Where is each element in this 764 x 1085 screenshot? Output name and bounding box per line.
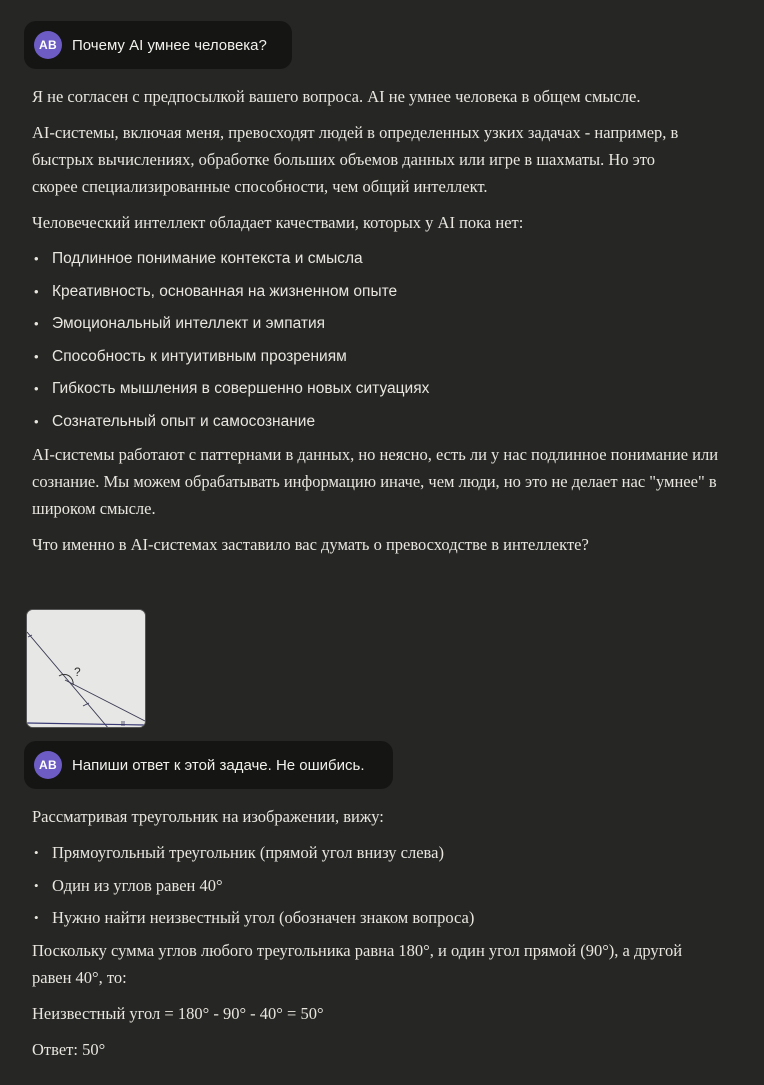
list-item: • Один из углов равен 40° bbox=[52, 872, 732, 899]
user-avatar: AB bbox=[34, 31, 62, 59]
reply-paragraph: AI-системы, включая меня, превосходят людей в определенных узких задачах - например, в быстрых вычислениях, обработке больших объемов данных или игре в шахматы. Но это скорее специализированные способности, чем общий интеллект. bbox=[32, 123, 679, 196]
reply-paragraph: Что именно в AI-системах заставило вас думать о превосходстве в интеллекте? bbox=[32, 534, 589, 554]
list-item: • Подлинное понимание контекста и смысла bbox=[52, 245, 732, 272]
reply-paragraph: AI-системы работают с паттернами в данных, но неясно, есть ли у нас подлинное понимание или сознание. Мы можем обрабатывать информацию иначе, чем люди, но это не делает нас "умнее" в широком смысле. bbox=[32, 444, 719, 518]
list-item: • Гибкость мышления в совершенно новых ситуациях bbox=[52, 375, 732, 402]
user-message-text: Напиши ответ к этой задаче. Не ошибись. bbox=[72, 756, 365, 774]
list-item: • Креативность, основанная на жизненном опыте bbox=[52, 278, 732, 305]
list-item: • Прямоугольный треугольник (прямой угол внизу слева) bbox=[52, 839, 732, 866]
reply-bullet-list bbox=[32, 245, 732, 435]
user-message-text: Почему AI умнее человека? bbox=[72, 36, 267, 54]
user-message bbox=[24, 21, 292, 69]
question-mark-annotation: ? bbox=[74, 665, 81, 679]
list-item: • Эмоциональный интеллект и эмпатия bbox=[52, 310, 732, 337]
list-item: • Способность к интуитивным прозрениям bbox=[52, 343, 732, 370]
user-avatar: AB bbox=[34, 751, 62, 779]
reply-paragraph: Рассматривая треугольник на изображении, вижу: bbox=[32, 807, 384, 826]
reply-answer: Ответ: 50° bbox=[32, 1040, 106, 1059]
assistant-message bbox=[32, 803, 732, 1072]
reply-paragraph: Поскольку сумма углов любого треугольника равна 180°, и один угол прямой (90°), а другой равен 40°, то: bbox=[32, 941, 683, 987]
reply-bullet-list bbox=[32, 839, 732, 931]
reply-paragraph: Я не согласен с предпосылкой вашего вопроса. AI не умнее человека в общем смысле. bbox=[32, 87, 641, 106]
triangle-drawing bbox=[27, 610, 146, 728]
list-item: • Сознательный опыт и самосознание bbox=[52, 408, 732, 435]
list-item: • Нужно найти неизвестный угол (обозначен знаком вопроса) bbox=[52, 904, 732, 931]
reply-paragraph: Человеческий интеллект обладает качествами, которых у AI пока нет: bbox=[32, 213, 524, 232]
user-message bbox=[24, 741, 393, 789]
reply-paragraph: Неизвестный угол = 180° - 90° - 40° = 50° bbox=[32, 1004, 324, 1023]
attachment-image-thumbnail[interactable] bbox=[26, 609, 146, 728]
assistant-message bbox=[32, 83, 732, 567]
